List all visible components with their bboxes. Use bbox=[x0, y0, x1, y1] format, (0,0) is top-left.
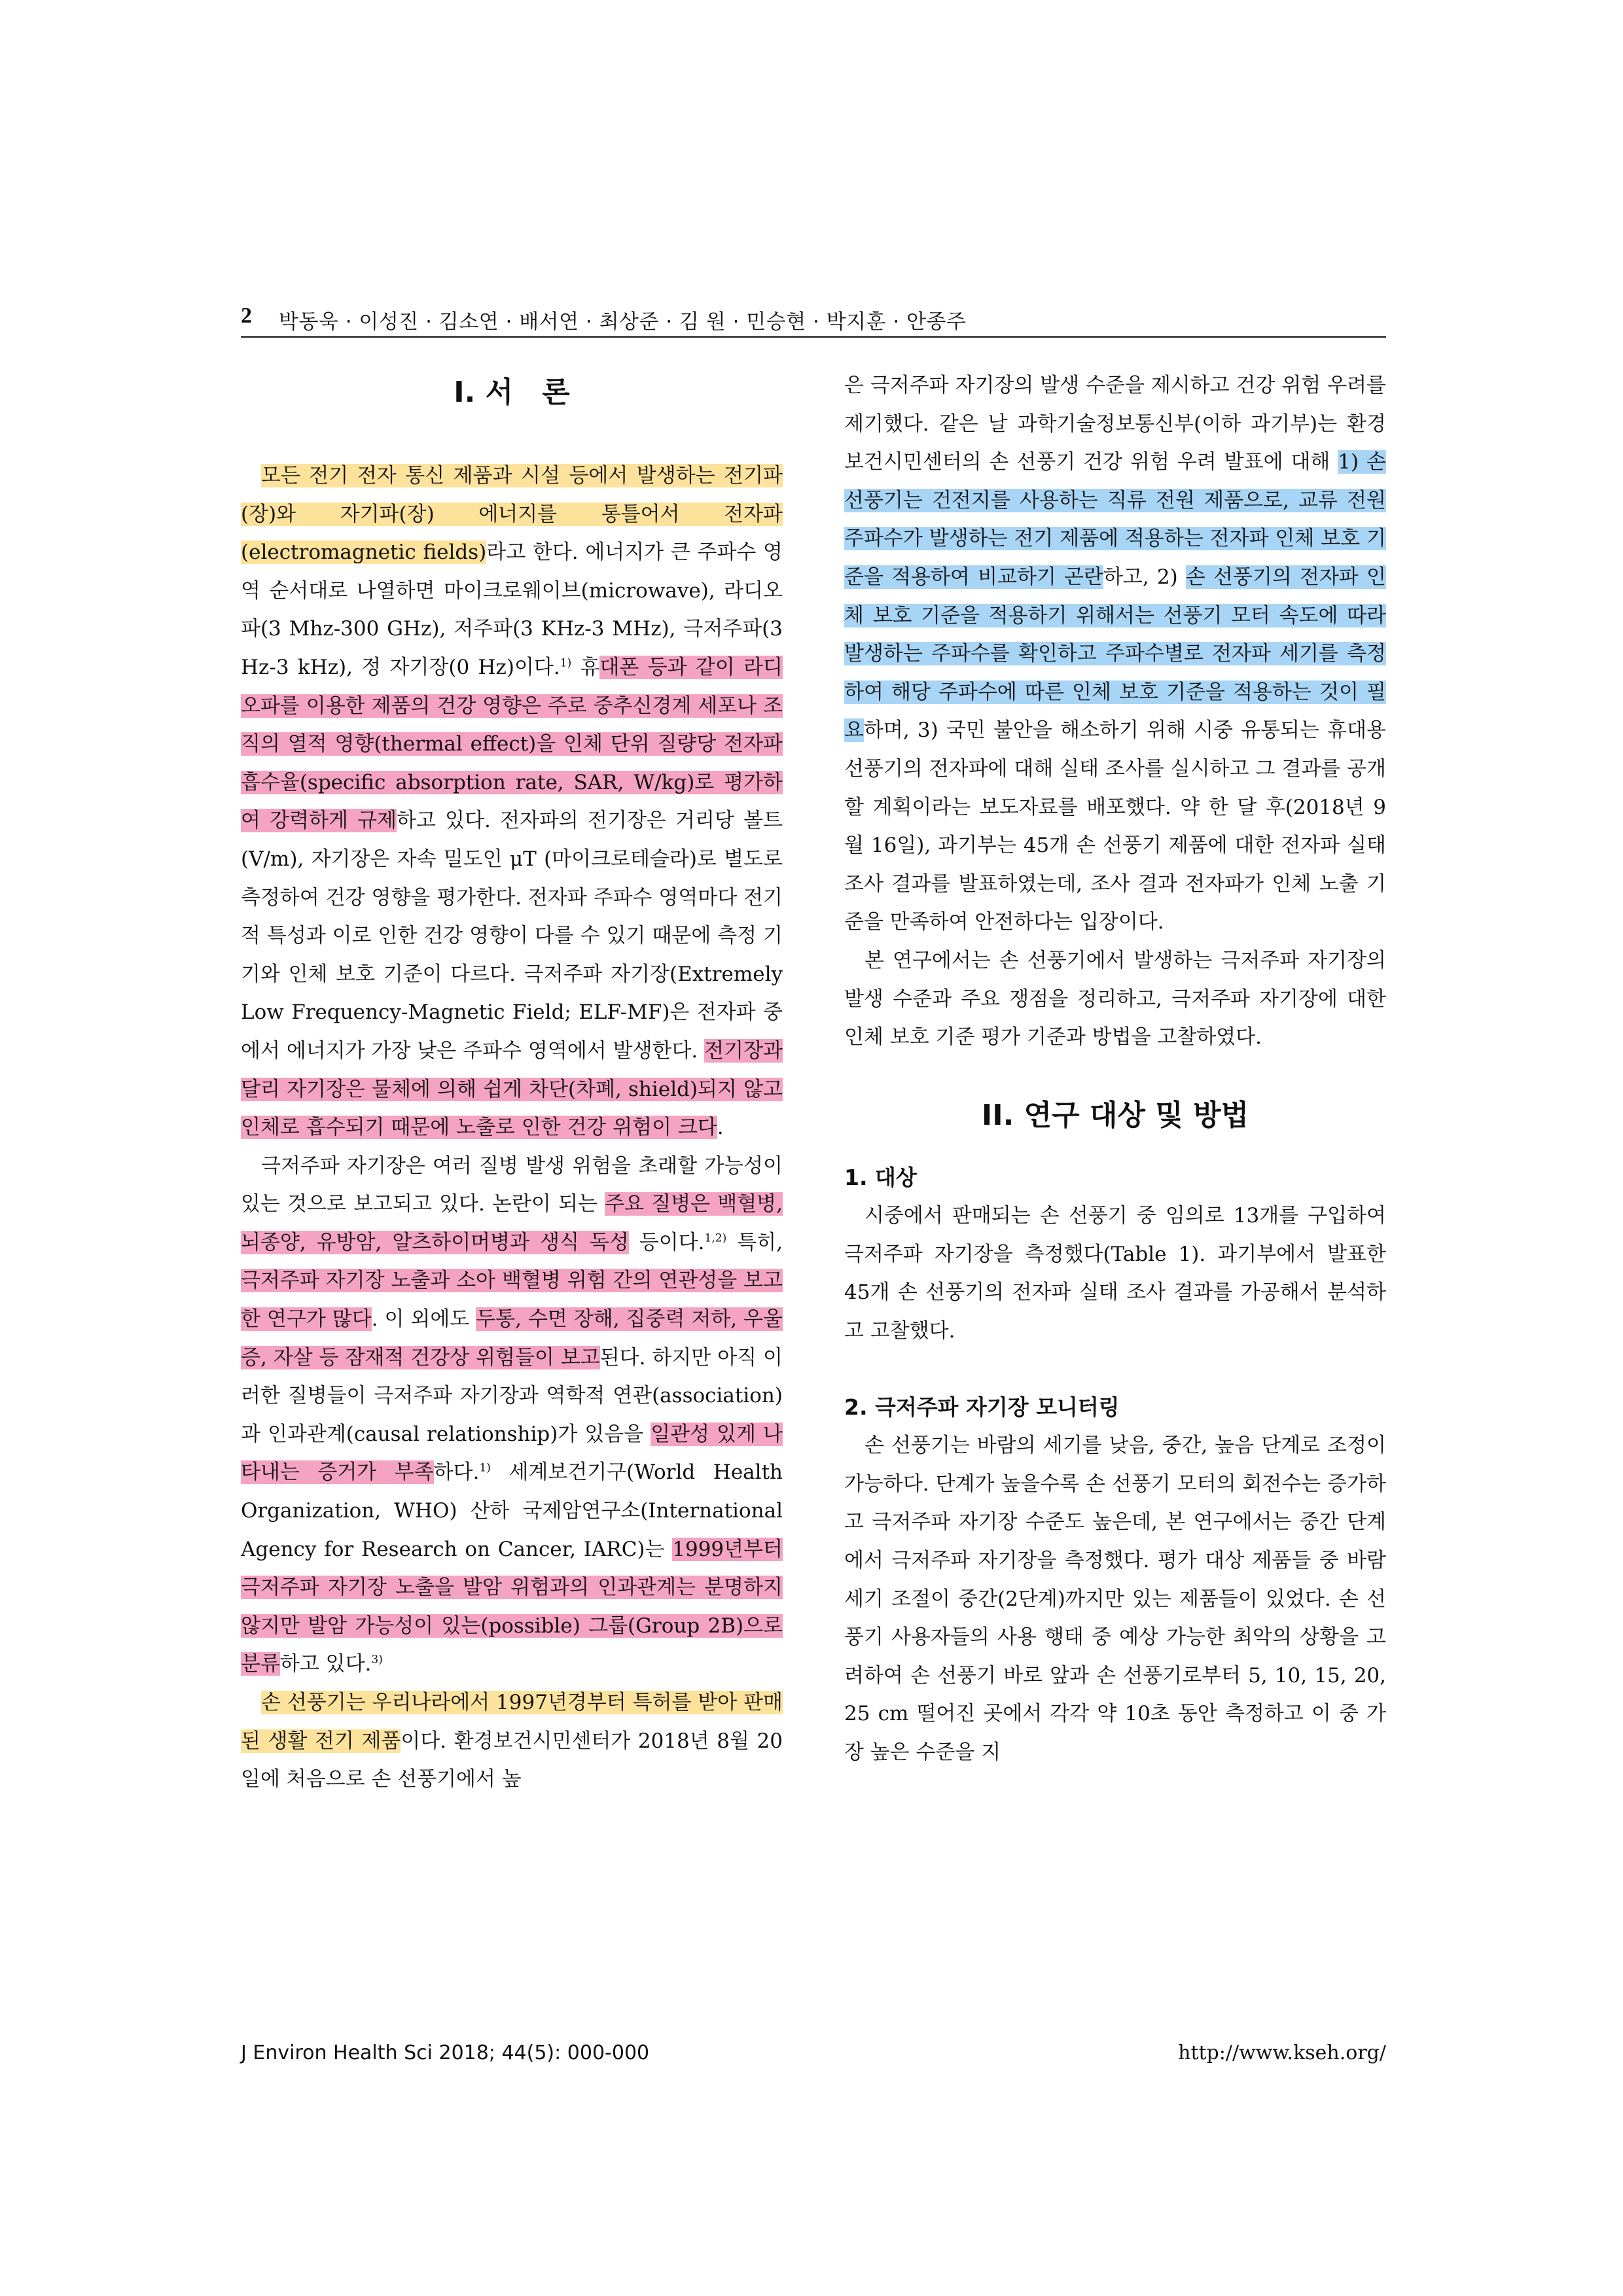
highlight-pink: 주요 질병은 백혈병, 뇌종양, 유방암, 알츠하이머병과 생식 독성 bbox=[241, 1192, 783, 1254]
page-number: 2 bbox=[241, 304, 252, 328]
monitoring-paragraph: 손 선풍기는 바람의 세기를 낮음, 중간, 높음 단계로 조정이 가능하다. 단계가 높을수록 손 선풍기 모터의 회전수는 증가하고 극저주파 자기장 수준도 높은데, 본 연구에서는 중간 단계에서 극저주파 자기장을 측정했다. 평가 대상 제품들 중 바람 세기 조절이 중간(2단계)까지만 있는 제품들이 있었다. 손 선풍기 사용자들의 사용 행태 중 예상 가능한 최악의 상황을 고려하여 손 선풍기 바로 앞과 손 선풍기로부터 5, 10, 15, 20, 25 cm 떨어진 곳에서 각각 약 10초 동안 측정하고 이 중 가장 높은 수준을 지 bbox=[844, 1434, 1386, 1764]
section-title-methods: II. 연구 대상 및 방법 bbox=[981, 1098, 1249, 1132]
highlight-yellow: 모든 전기 전자 통신 제품과 시설 등에서 발생하는 전기파(장)와 자기파(장) 에너지를 통틀어서 전자파(electromagnetic fields) bbox=[241, 464, 783, 565]
journal-citation: J Environ Health Sci 2018; 44(5): 000-000 bbox=[241, 2041, 650, 2064]
text-run: 하다. bbox=[433, 1460, 480, 1485]
intro-paragraph-3 bbox=[241, 1684, 783, 1799]
citation: 1,2) bbox=[704, 1231, 727, 1245]
highlight-blue: 1) 손 선풍기는 건전지를 사용하는 직류 전원 제품으로, 교류 전원 주파수가 발생하는 전기 제품에 적용하는 전자파 인체 보호 기준을 적용하여 비교하기 곤란 bbox=[844, 450, 1386, 589]
text-run: 극저주파 자기장은 여러 질병 발생 위험을 초래할 가능성이 있는 것으로 보고되고 있다. 논란이 되는 bbox=[241, 1154, 783, 1216]
highlight-pink: 1999년부터 극저주파 자기장 노출을 발암 위험과의 인과관계는 분명하지 않지만 발암 가능성이 있는(possible) 그룹(Group 2B)으로 분류 bbox=[241, 1537, 783, 1676]
text-run: 등이다. bbox=[628, 1230, 705, 1254]
subsection-title-subjects: 1. 대상 bbox=[844, 1164, 917, 1190]
text-run: . 이 외에도 bbox=[371, 1307, 476, 1332]
right-column bbox=[844, 366, 1386, 1772]
running-header bbox=[241, 300, 1386, 339]
journal-url[interactable]: http://www.kseh.org/ bbox=[1178, 2041, 1386, 2064]
header-rule bbox=[241, 336, 1386, 338]
header-authors: 박동욱 · 이성진 · 김소연 · 배서연 · 최상준 · 김 원 · 민승현 · 박지훈 · 안종주 bbox=[279, 310, 967, 334]
text-run: 세계보건기구(World Health Organization, WHO) 산하 국제암연구소(International Agency for Research on Cancer, IARC)는 bbox=[241, 1460, 783, 1561]
text-run: 휴 bbox=[571, 655, 600, 679]
section-title-introduction: I. 서 론 bbox=[454, 376, 570, 409]
text-run: 은 극저주파 자기장의 발생 수준을 제시하고 건강 위험 우려를 제기했다. 같은 날 과학기술정보통신부(이하 과기부)는 환경보건시민센터의 손 선풍기 건강 위험 우려 발표에 대해 bbox=[844, 374, 1386, 474]
highlight-pink: 대폰 등과 같이 라디오파를 이용한 제품의 건강 영향은 주로 중추신경계 세포나 조직의 열적 영향(thermal effect)을 인체 단위 질량당 전자파 흡수율(specific absorption rate, SAR, W/kg)로 평가하여 강력하게 규제 bbox=[241, 655, 783, 833]
highlight-pink: 극저주파 자기장 노출과 소아 백혈병 위험 간의 연관성을 보고한 연구가 많다 bbox=[241, 1269, 783, 1332]
text-run: 하고 있다. 전자파의 전기장은 거리당 볼트(V/m), 자기장은 자속 밀도인 μT (마이크로테슬라)로 별도로 측정하여 건강 영향을 평가한다. 전자파 주파수 영역마다 전기적 특성과 이로 인한 건강 영향이 다를 수 있기 때문에 측정 기기와 인체 보호 기준이 다르다. 극저주파 자기장(Extremely Low Frequency-Magnetic Field; ELF-MF)은 전자파 중에서 에너지가 가장 낮은 주파수 영역에서 발생한다. bbox=[241, 809, 783, 1063]
intro-paragraph-aim: 본 연구에서는 손 선풍기에서 발생하는 극저주파 자기장의 발생 수준과 주요 쟁점을 정리하고, 극저주파 자기장에 대한 인체 보호 기준 평가 기준과 방법을 고찰하였다. bbox=[844, 948, 1386, 1050]
text-run: 하며, 3) 국민 불안을 해소하기 위해 시중 유통되는 휴대용 선풍기의 전자파에 대해 실태 조사를 실시하고 그 결과를 공개할 계획이라는 보도자료를 배포했다. 약 한 달 후(2018년 9월 16일), 과기부는 45개 손 선풍기 제품에 대한 전자파 실태 조사 결과를 발표하였는데, 조사 결과 전자파가 인체 노출 기준을 만족하여 안전하다는 입장이다. bbox=[844, 718, 1386, 934]
highlight-blue: 손 선풍기의 전자파 인체 보호 기준을 적용하기 위해서는 선풍기 모터 속도에 따라 발생하는 주파수를 확인하고 주파수별로 전자파 세기를 측정하여 해당 주파수에 따른 인체 보호 기준을 적용하는 것이 필요 bbox=[844, 565, 1386, 743]
highlight-pink: 일관성 있게 나타내는 증거가 부족 bbox=[241, 1422, 783, 1485]
citation: 1) bbox=[479, 1462, 491, 1475]
text-run: 하고 있다. bbox=[279, 1652, 372, 1676]
left-column bbox=[241, 366, 783, 1799]
text-run: 이다. 환경보건시민센터가 2018년 8월 20일에 처음으로 손 선풍기에서 높 bbox=[241, 1729, 783, 1792]
citation: 3) bbox=[371, 1653, 383, 1667]
intro-paragraph-1 bbox=[241, 457, 783, 1147]
highlight-pink: 두통, 수면 장해, 집중력 저하, 우울증, 자살 등 잠재적 건강상 위험들이 보고 bbox=[241, 1307, 783, 1369]
subsection-title-monitoring: 2. 극저주파 자기장 모니터링 bbox=[844, 1394, 1120, 1420]
intro-paragraph-2 bbox=[241, 1147, 783, 1684]
highlight-yellow: 손 선풍기는 우리나라에서 1997년경부터 특허를 받아 판매된 생활 전기 제품 bbox=[241, 1691, 783, 1753]
highlight-pink: 전기장과 달리 자기장은 물체에 의해 쉽게 차단(차폐, shield)되지 않고 인체로 흡수되기 때문에 노출로 인한 건강 위험이 크다 bbox=[241, 1038, 783, 1140]
subjects-paragraph: 시중에서 판매되는 손 선풍기 중 임의로 13개를 구입하여 극저주파 자기장을 측정했다(Table 1). 과기부에서 발표한 45개 손 선풍기의 전자파 실태 조사 결과를 가공해서 분석하고 고찰했다. bbox=[844, 1204, 1386, 1343]
intro-paragraph-continued bbox=[844, 366, 1386, 942]
text-run: 특히, bbox=[726, 1230, 783, 1254]
text-run: 된다. 하지만 아직 이러한 질병들이 극저주파 자기장과 역학적 연관(association)과 인과관계(causal relationship)가 있음을 bbox=[241, 1345, 783, 1446]
citation: 1) bbox=[560, 656, 572, 670]
text-run: 하고, 2) bbox=[1103, 565, 1186, 589]
text-run: 라고 한다. 에너지가 큰 주파수 영역 순서대로 나열하면 마이크로웨이브(microwave), 라디오파(3 Mhz-300 GHz), 저주파(3 KHz-3 MHz), 극저주파(3 Hz-3 kHz), 정 자기장(0 Hz)이다. bbox=[241, 540, 783, 679]
text-run: . bbox=[717, 1116, 724, 1140]
